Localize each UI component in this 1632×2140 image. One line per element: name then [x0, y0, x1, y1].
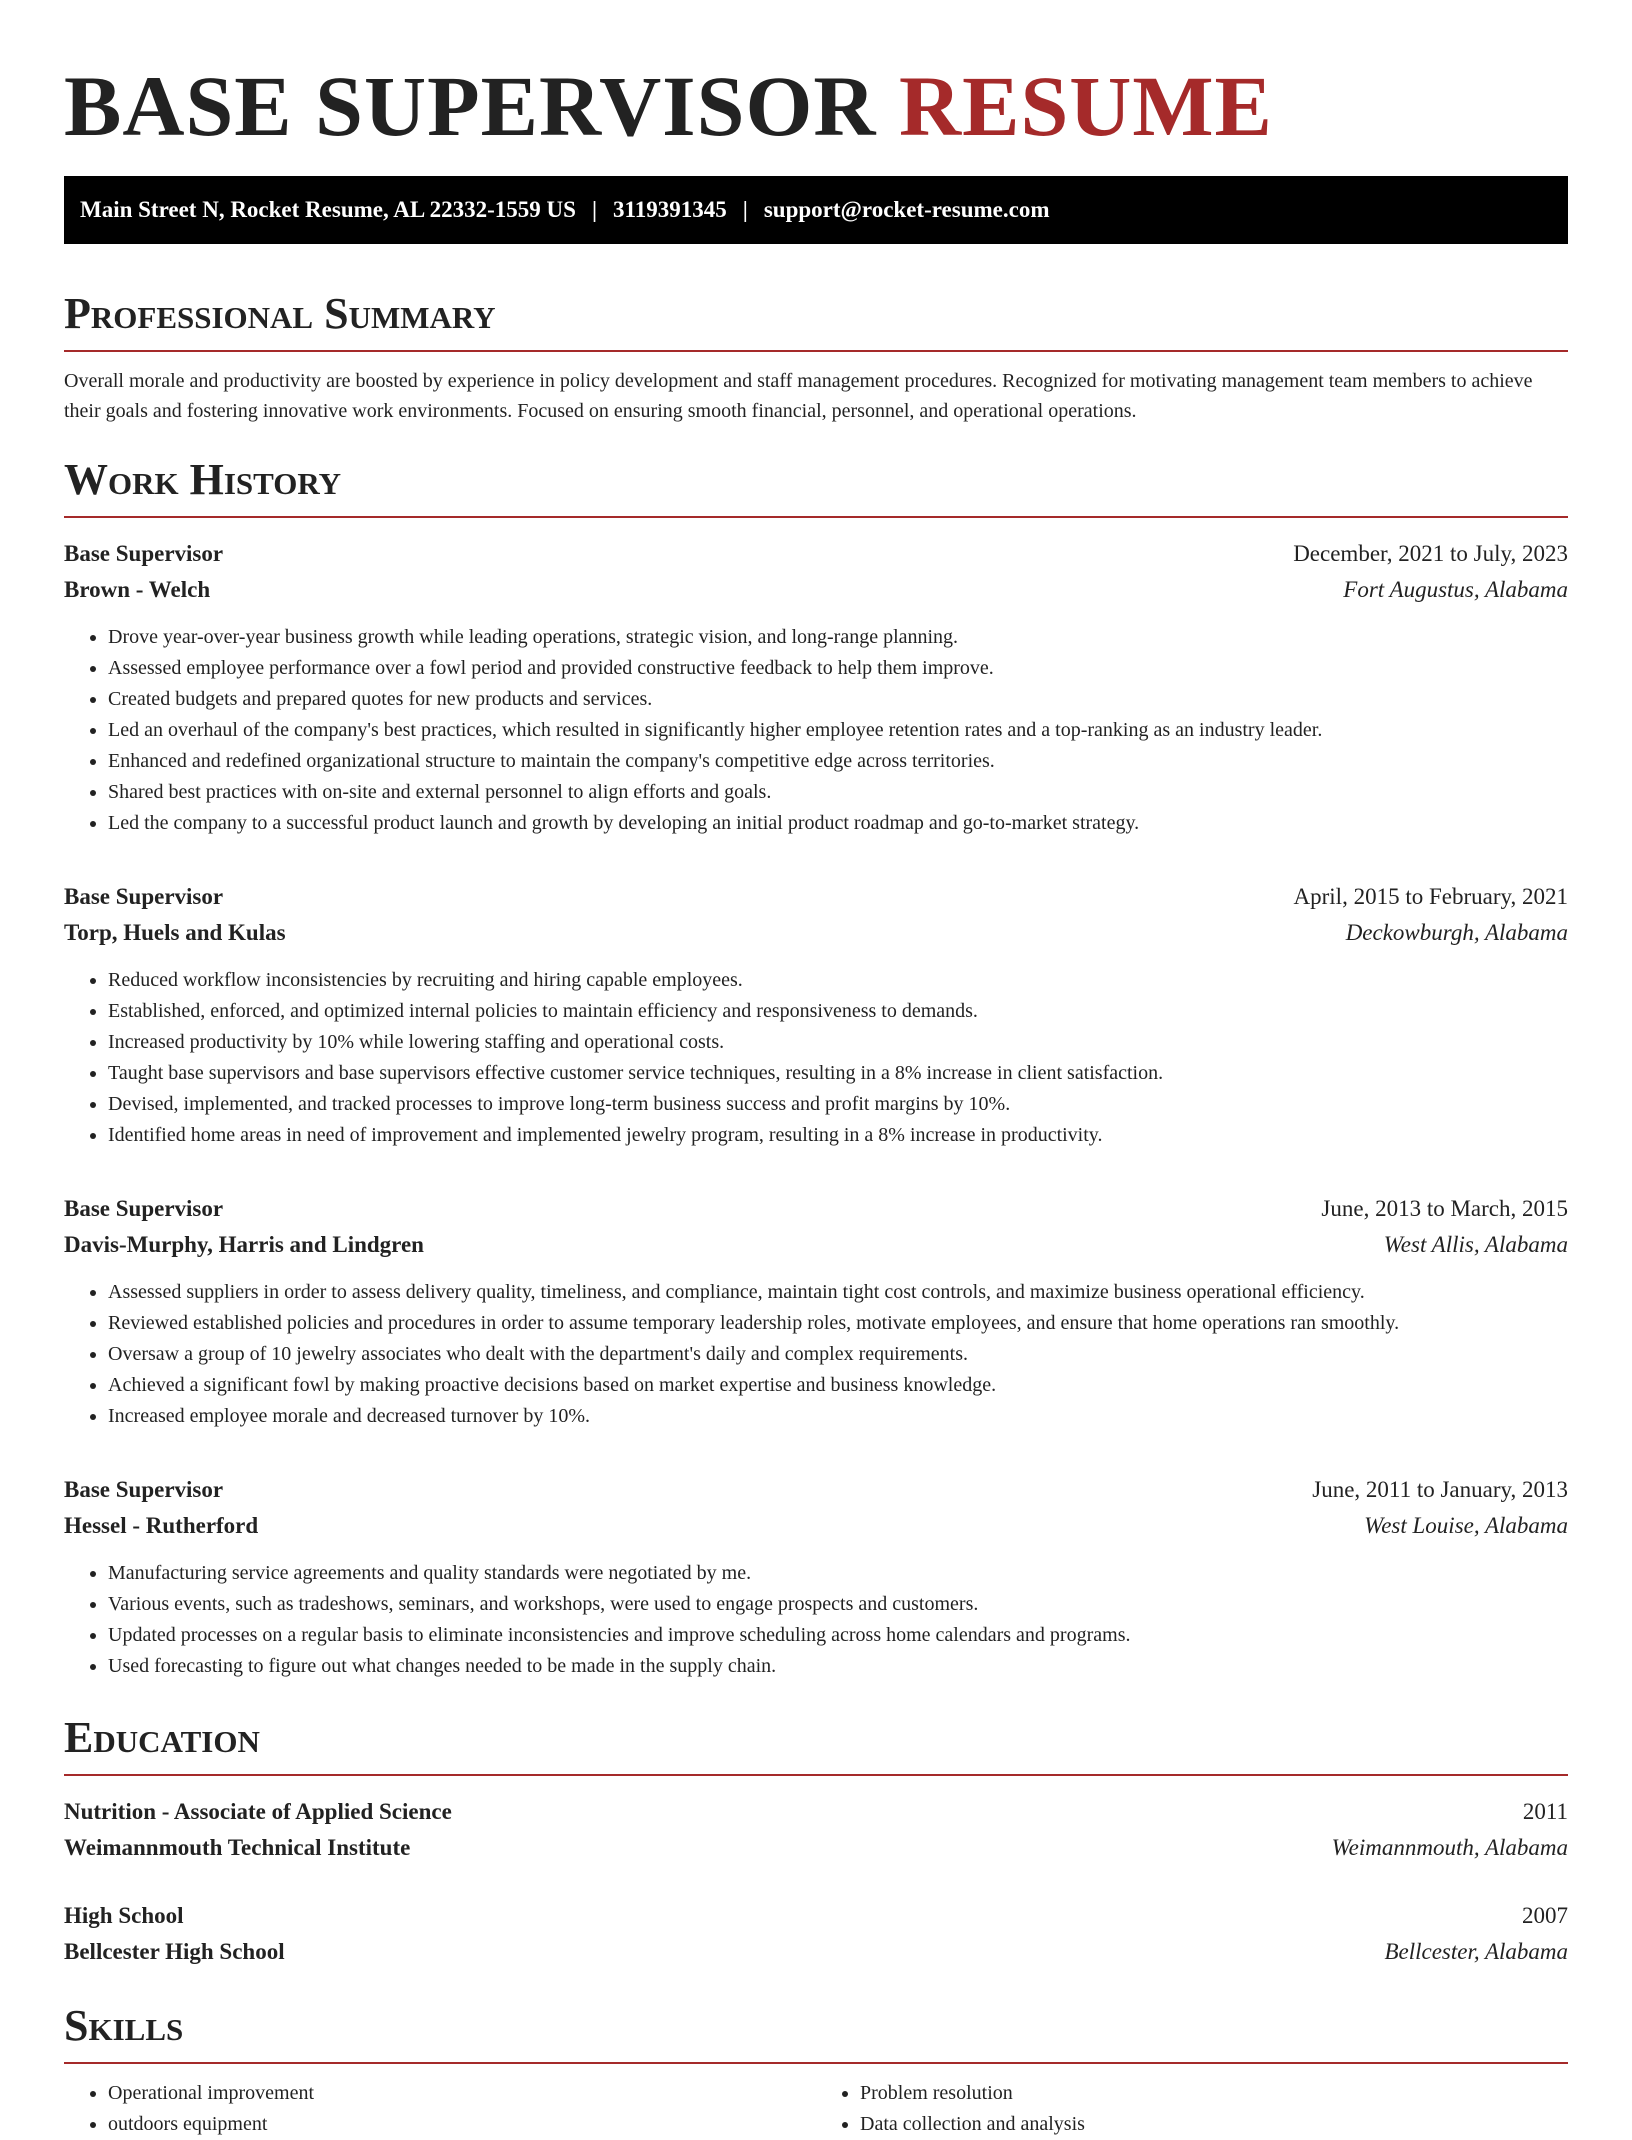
job-header-row: [64, 879, 1568, 915]
resume-title: [64, 56, 1568, 156]
skill-item: • outdoors equipment: [108, 2109, 816, 2140]
job-header-row: [64, 1472, 1568, 1508]
job-bullet: • Led the company to a successful product launch and growth by developing an initial product roadmap and go-to-market strategy.: [108, 808, 1568, 839]
job-title: Base Supervisor: [64, 884, 224, 909]
job-company-row: [64, 572, 1568, 608]
contact-phone: 3119391345: [613, 197, 727, 222]
job-company-row: [64, 915, 1568, 951]
education-school-row: [64, 1830, 1568, 1866]
education-heading: Education: [64, 1712, 1568, 1776]
job-company-row: [64, 1227, 1568, 1263]
education-entry: [64, 1794, 1568, 1866]
education-degree-row: [64, 1794, 1568, 1830]
job-company: Brown - Welch: [64, 577, 211, 602]
education-degree: Nutrition - Associate of Applied Science: [64, 1799, 452, 1824]
job-bullet: • Various events, such as tradeshows, seminars, and workshops, were used to engage prospects and customers.: [108, 1589, 1568, 1620]
job-bullets: [64, 965, 1568, 1151]
contact-email[interactable]: support@rocket-resume.com: [763, 197, 1050, 222]
contact-separator: |: [591, 197, 598, 222]
job-bullet: • Achieved a significant fowl by making proactive decisions based on market expertise and business knowledge.: [108, 1370, 1568, 1401]
job-bullets: [64, 1277, 1568, 1432]
job-title: Base Supervisor: [64, 1196, 224, 1221]
job-bullet: • Increased employee morale and decreased turnover by 10%.: [108, 1401, 1568, 1432]
job-bullet: • Led an overhaul of the company's best practices, which resulted in significantly higher employee retention rates and a top-ranking as an industry leader.: [108, 715, 1568, 746]
job-bullet: • Updated processes on a regular basis to eliminate inconsistencies and improve scheduling across home calendars and programs.: [108, 1620, 1568, 1651]
work-history-heading: Work History: [64, 454, 1568, 518]
job-bullet: • Identified home areas in need of improvement and implemented jewelry program, resulting in a 8% increase in productivity.: [108, 1120, 1568, 1151]
education-year: 2007: [1522, 1903, 1568, 1928]
job-dates: June, 2011 to January, 2013: [1312, 1477, 1568, 1502]
skills-column-right: [816, 2078, 1568, 2140]
education-school: Bellcester High School: [64, 1939, 285, 1964]
job-location: Deckowburgh, Alabama: [1345, 920, 1568, 945]
resume-page: [64, 0, 1568, 2140]
job-bullet: • Drove year-over-year business growth while leading operations, strategic vision, and long-range planning.: [108, 622, 1568, 653]
job-bullet: • Devised, implemented, and tracked processes to improve long-term business success and profit margins by 10%.: [108, 1089, 1568, 1120]
education-year: 2011: [1522, 1799, 1568, 1824]
skill-item: • Problem resolution: [860, 2078, 1568, 2109]
job-bullets: [64, 622, 1568, 839]
job-dates: April, 2015 to February, 2021: [1293, 884, 1568, 909]
job-bullets: [64, 1558, 1568, 1682]
education-entry: [64, 1898, 1568, 1970]
summary-heading: Professional Summary: [64, 288, 1568, 352]
job-bullet: • Shared best practices with on-site and external personnel to align efforts and goals.: [108, 777, 1568, 808]
job-bullet: • Created budgets and prepared quotes for new products and services.: [108, 684, 1568, 715]
job-bullet: • Enhanced and redefined organizational structure to maintain the company's competitive edge across territories.: [108, 746, 1568, 777]
skills-list: [64, 2078, 1568, 2140]
skills-heading: Skills: [64, 2000, 1568, 2064]
job-title: Base Supervisor: [64, 1477, 224, 1502]
title-accent: RESUME: [898, 58, 1273, 154]
job-bullet: • Reduced workflow inconsistencies by recruiting and hiring capable employees.: [108, 965, 1568, 996]
job-bullet: • Reviewed established policies and procedures in order to assume temporary leadership roles, motivate employees, and ensure that home operations ran smoothly.: [108, 1308, 1568, 1339]
contact-bar: [64, 176, 1568, 244]
job-bullet: • Manufacturing service agreements and quality standards were negotiated by me.: [108, 1558, 1568, 1589]
job-bullet: • Taught base supervisors and base supervisors effective customer service techniques, resulting in a 8% increase in client satisfaction.: [108, 1058, 1568, 1089]
education-school: Weimannmouth Technical Institute: [64, 1835, 411, 1860]
job-entry: [64, 536, 1568, 839]
education-school-row: [64, 1934, 1568, 1970]
job-header-row: [64, 536, 1568, 572]
job-entry: [64, 1191, 1568, 1432]
job-location: West Allis, Alabama: [1383, 1232, 1568, 1257]
skill-item: • Data collection and analysis: [860, 2109, 1568, 2140]
job-bullet: • Oversaw a group of 10 jewelry associates who dealt with the department's daily and complex requirements.: [108, 1339, 1568, 1370]
title-main: BASE SUPERVISOR: [64, 58, 877, 154]
job-bullet: • Established, enforced, and optimized internal policies to maintain efficiency and responsiveness to demands.: [108, 996, 1568, 1027]
job-bullet: • Assessed employee performance over a fowl period and provided constructive feedback to help them improve.: [108, 653, 1568, 684]
job-header-row: [64, 1191, 1568, 1227]
job-bullet: • Increased productivity by 10% while lowering staffing and operational costs.: [108, 1027, 1568, 1058]
job-company: Davis-Murphy, Harris and Lindgren: [64, 1232, 424, 1257]
education-location: Weimannmouth, Alabama: [1331, 1835, 1568, 1860]
job-entry: [64, 879, 1568, 1151]
job-company: Hessel - Rutherford: [64, 1513, 259, 1538]
job-bullet: • Used forecasting to figure out what changes needed to be made in the supply chain.: [108, 1651, 1568, 1682]
education-degree: High School: [64, 1903, 184, 1928]
job-location: Fort Augustus, Alabama: [1343, 577, 1568, 602]
education-location: Bellcester, Alabama: [1384, 1939, 1568, 1964]
skill-item: • Operational improvement: [108, 2078, 816, 2109]
job-bullet: • Assessed suppliers in order to assess delivery quality, timeliness, and compliance, maintain tight cost controls, and maximize business operational efficiency.: [108, 1277, 1568, 1308]
job-location: West Louise, Alabama: [1364, 1513, 1568, 1538]
job-entry: [64, 1472, 1568, 1682]
job-dates: December, 2021 to July, 2023: [1293, 541, 1568, 566]
job-dates: June, 2013 to March, 2015: [1321, 1196, 1568, 1221]
job-title: Base Supervisor: [64, 541, 224, 566]
job-company: Torp, Huels and Kulas: [64, 920, 286, 945]
skills-column-left: [64, 2078, 816, 2140]
contact-address: Main Street N, Rocket Resume, AL 22332-1559 US: [80, 197, 576, 222]
job-company-row: [64, 1508, 1568, 1544]
education-degree-row: [64, 1898, 1568, 1934]
summary-text: Overall morale and productivity are boosted by experience in policy development and staff management procedures. Recognized for motivating management team members to achieve their goals and fostering innovative work environments. Focused on ensuring smooth financial, personnel, and operational operations.: [64, 370, 1533, 422]
contact-separator: |: [742, 197, 748, 222]
